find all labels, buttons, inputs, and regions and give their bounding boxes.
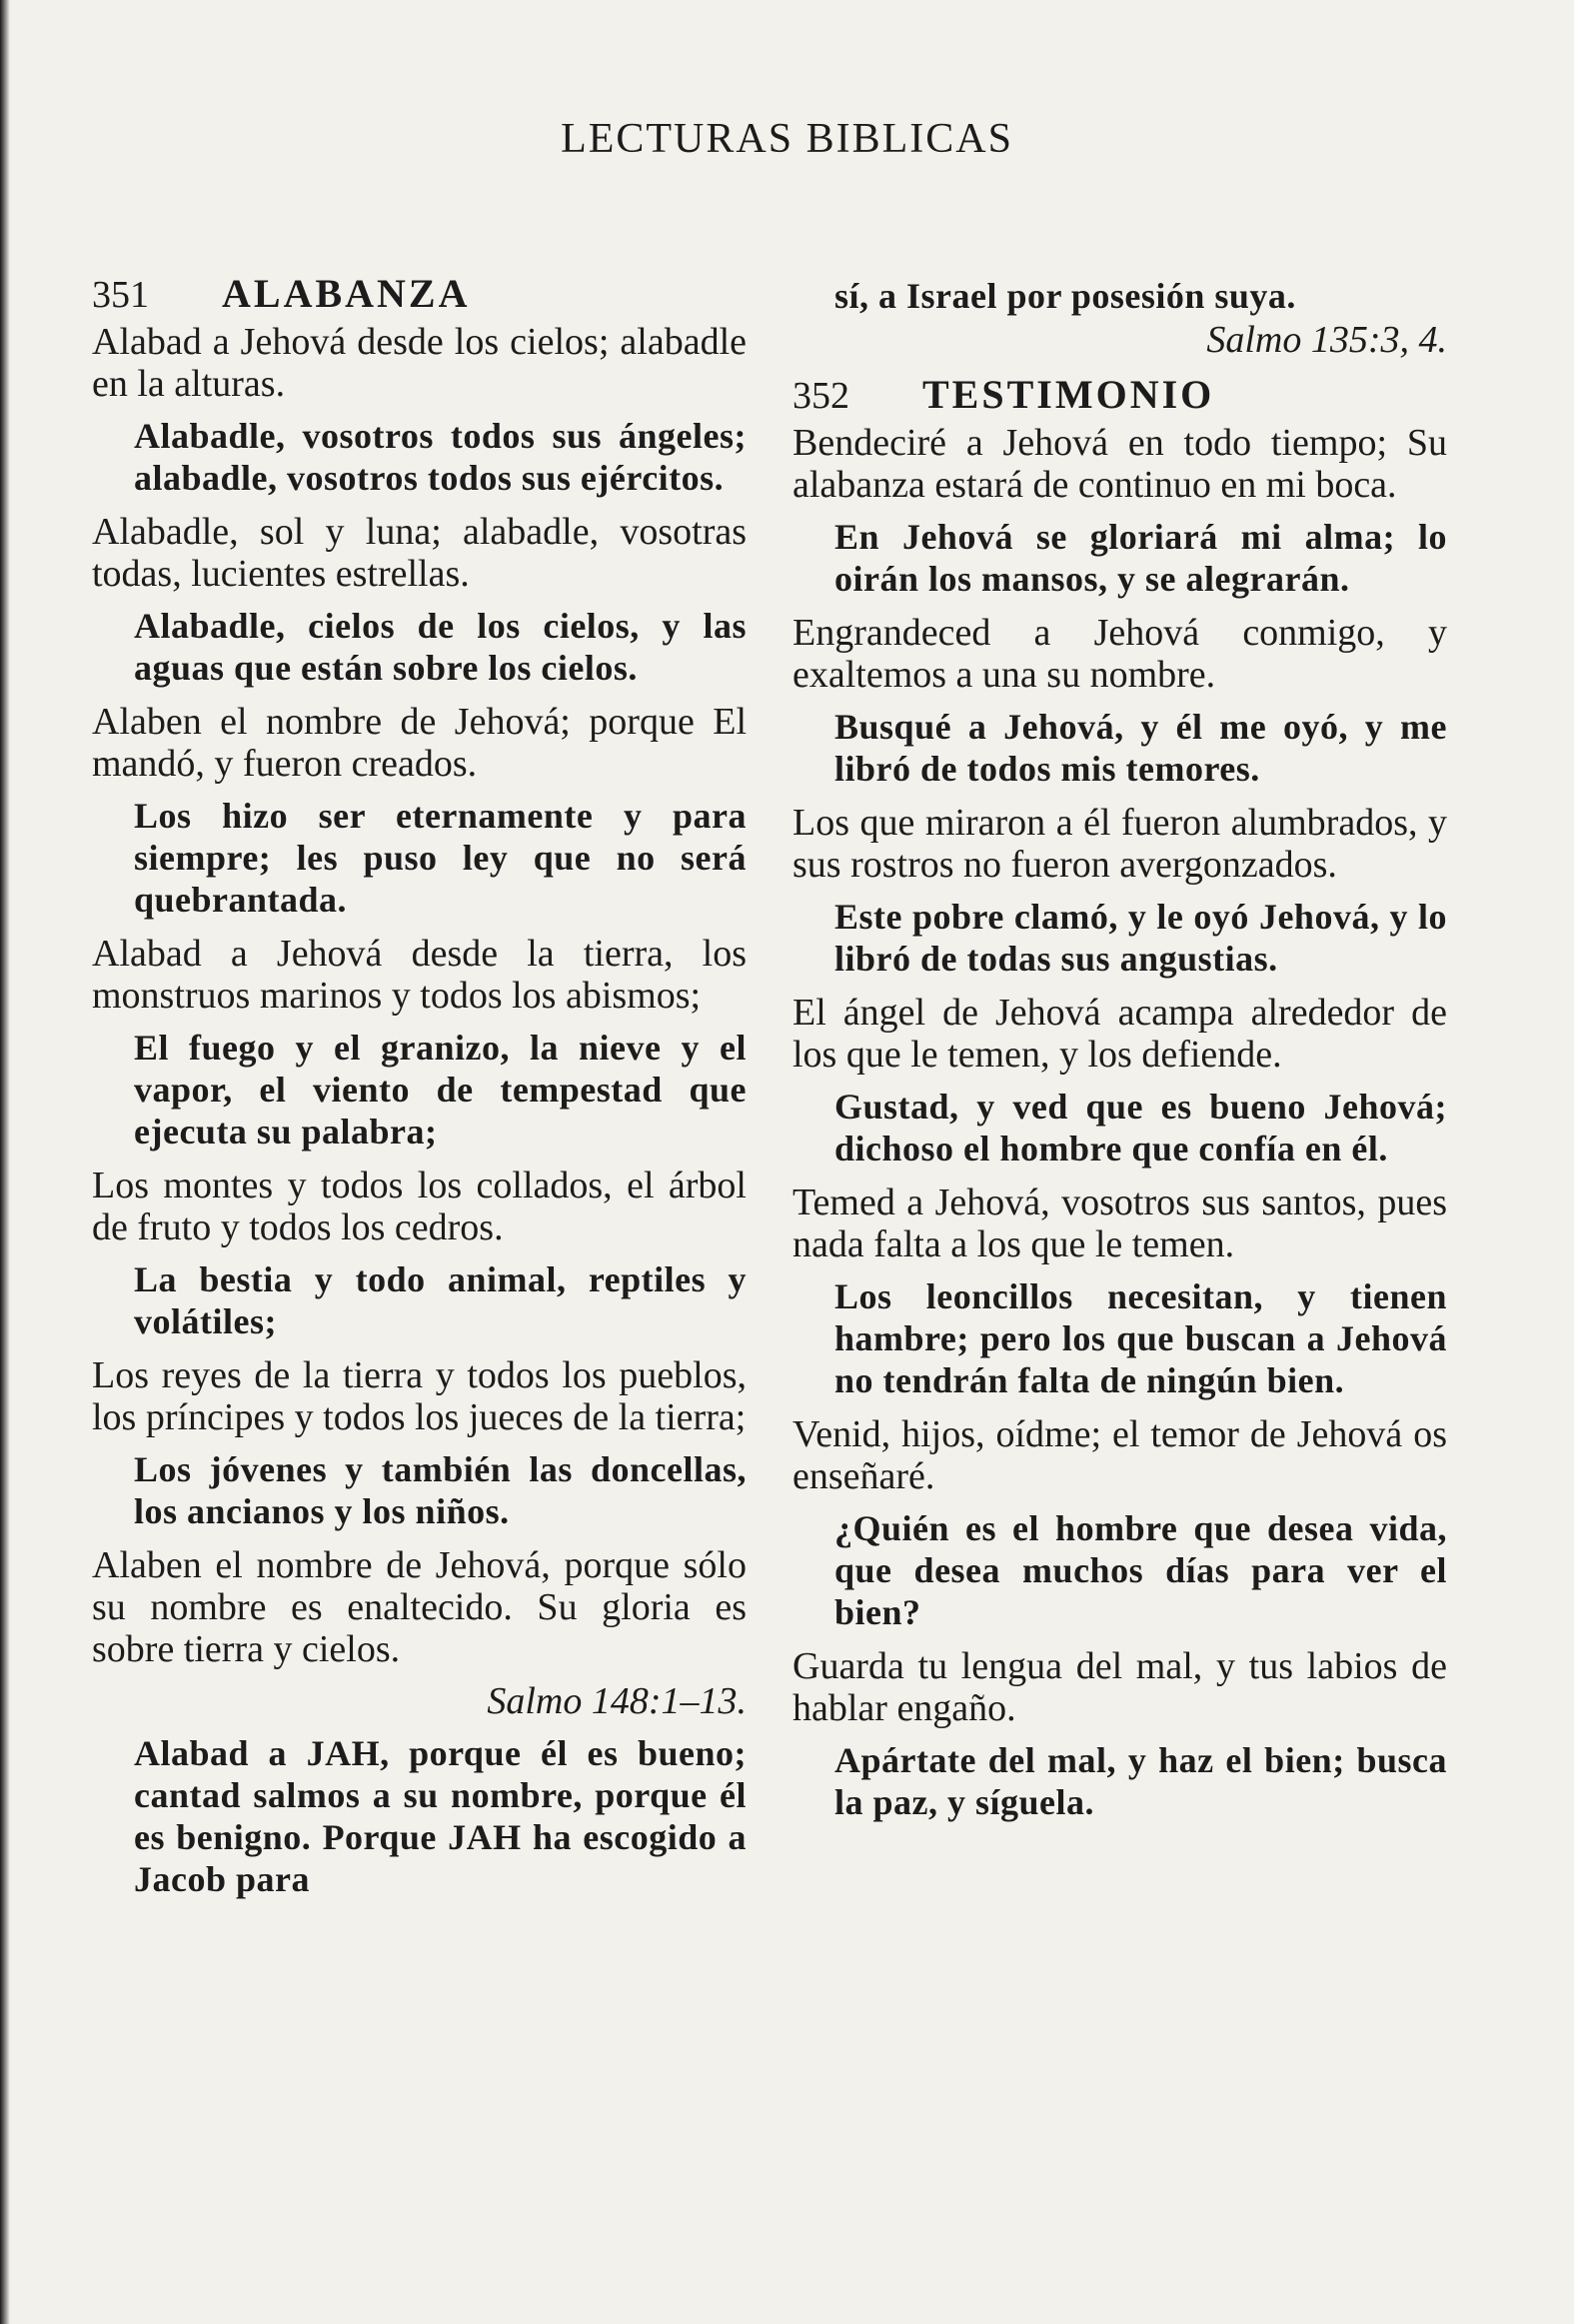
reader-verse: Los montes y todos los collados, el árbol de fruto y todos los cedros. xyxy=(92,1164,747,1248)
response-verse: Apártate del mal, y haz el bien; busca la paz, y síguela. xyxy=(834,1740,1447,1822)
reader-verse: Los que miraron a él fueron alumbrados, y sus rostros no fueron avergonzados. xyxy=(792,802,1447,886)
reading-number: 351 xyxy=(92,274,149,316)
reader-verse: Guarda tu lengua del mal, y tus labios de hablar engaño. xyxy=(792,1645,1447,1729)
reading-title: ALABANZA xyxy=(222,271,471,316)
reader-verse: Temed a Jehová, vosotros sus santos, pues nada falta a los que le temen. xyxy=(792,1181,1447,1265)
right-column xyxy=(792,275,1447,1835)
response-verse: Busqué a Jehová, y él me oyó, y me libró de todos mis temores. xyxy=(834,707,1447,789)
citation: Salmo 135:3, 4. xyxy=(1206,319,1447,361)
citation: Salmo 148:1–13. xyxy=(487,1680,747,1722)
reader-verse: Alabad a Jehová desde los cielos; alabadle en la alturas. xyxy=(92,321,747,405)
left-column xyxy=(92,270,747,1912)
response-verse: Este pobre clamó, y le oyó Jehová, y lo libró de todas sus angustias. xyxy=(834,897,1447,979)
response-verse: En Jehová se gloriará mi alma; lo oirán los mansos, y se alegrarán. xyxy=(834,517,1447,599)
continuation-line: sí, a Israel por posesión suya. xyxy=(834,276,1296,316)
reader-verse: Venid, hijos, oídme; el temor de Jehová os enseñaré. xyxy=(792,1413,1447,1497)
reading-heading-351 xyxy=(92,270,747,319)
page-edge-shadow xyxy=(0,0,10,2324)
response-verse: Alabad a JAH, porque él es bueno; cantad salmos a su nombre, porque él es benigno. Porque JAH ha escogido a Jacob para xyxy=(134,1733,747,1899)
reader-verse: Engrandeced a Jehová conmigo, y exaltemos a una su nombre. xyxy=(792,612,1447,696)
response-verse: La bestia y todo animal, reptiles y volátiles; xyxy=(134,1259,747,1341)
response-verse: Los jóvenes y también las doncellas, los ancianos y los niños. xyxy=(134,1449,747,1531)
response-verse: Los leoncillos necesitan, y tienen hambre; pero los que buscan a Jehová no tendrán falta de ningún bien. xyxy=(834,1276,1447,1400)
page-header: LECTURAS BIBLICAS xyxy=(561,116,1013,162)
reading-heading-352 xyxy=(792,371,1447,420)
response-verse: Alabadle, cielos de los cielos, y las aguas que están sobre los cielos. xyxy=(134,606,747,688)
response-verse: Gustad, y ved que es bueno Jehová; dichoso el hombre que confía en él. xyxy=(834,1087,1447,1168)
reader-verse: Alabad a Jehová desde la tierra, los monstruos marinos y todos los abismos; xyxy=(92,933,747,1017)
response-verse: ¿Quién es el hombre que desea vida, que desea muchos días para ver el bien? xyxy=(834,1508,1447,1632)
right-paragraphs xyxy=(792,422,1447,1823)
reader-verse: El ángel de Jehová acampa alrededor de los que le temen, y los defiende. xyxy=(792,992,1447,1076)
reading-title: TESTIMONIO xyxy=(922,372,1215,417)
response-verse: El fuego y el granizo, la nieve y el vapor, el viento de tempestad que ejecuta su palabra; xyxy=(134,1028,747,1152)
left-paragraphs xyxy=(92,321,747,1900)
reader-verse: Alaben el nombre de Jehová, porque sólo su nombre es enaltecido. Su gloria es sobre tierra y cielos. xyxy=(92,1544,747,1670)
reader-verse: Alabadle, sol y luna; alabadle, vosotras todas, lucientes estrellas. xyxy=(92,511,747,595)
reading-number: 352 xyxy=(792,375,849,417)
reader-verse: Los reyes de la tierra y todos los pueblos, los príncipes y todos los jueces de la tierra; xyxy=(92,1354,747,1438)
response-verse: Alabadle, vosotros todos sus ángeles; alabadle, vosotros todos sus ejércitos. xyxy=(134,416,747,498)
response-verse: Los hizo ser eternamente y para siempre; les puso ley que no será quebrantada. xyxy=(134,796,747,920)
reader-verse: Bendeciré a Jehová en todo tiempo; Su alabanza estará de continuo en mi boca. xyxy=(792,422,1447,506)
reader-verse: Alaben el nombre de Jehová; porque El mandó, y fueron creados. xyxy=(92,701,747,785)
